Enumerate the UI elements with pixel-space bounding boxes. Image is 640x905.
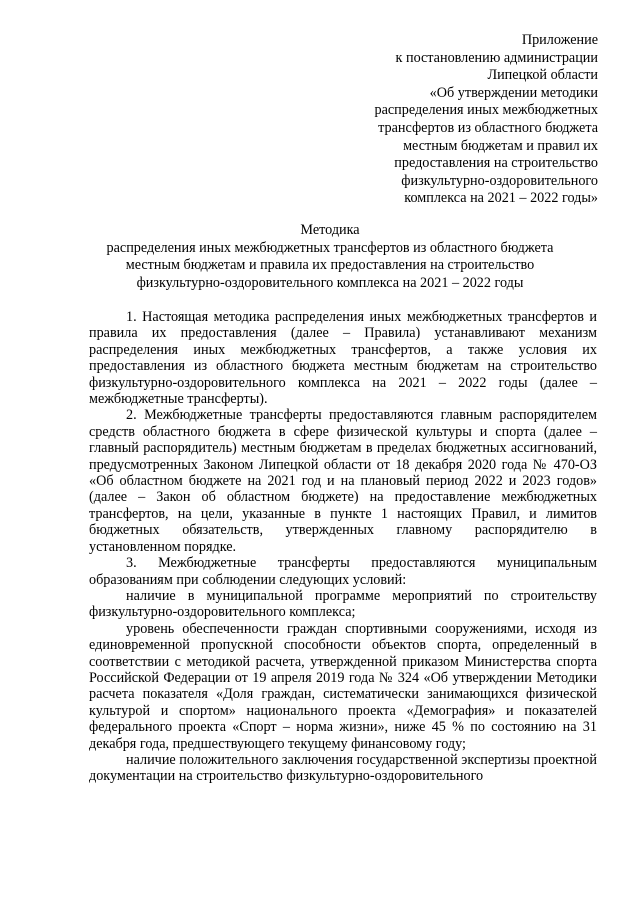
document-title — [70, 222, 590, 292]
annex-line: Липецкой области — [487, 67, 598, 84]
title-line: Методика — [300, 222, 360, 238]
title-line: распределения иных межбюджетных трансфертов из областного бюджета — [106, 239, 554, 256]
condition-expertise: наличие положительного заключения государственной экспертизы проектной документации на строительство физкультурно-оздоровительного — [89, 751, 597, 785]
annex-line: трансфертов из областного бюджета — [378, 119, 598, 136]
document-body — [89, 309, 597, 785]
title-line: физкультурно-оздоровительного комплекса на 2021 – 2022 годы — [136, 274, 524, 291]
annex-line: местным бюджетам и правил их — [403, 137, 598, 154]
annex-line: физкультурно-оздоровительного — [401, 172, 598, 189]
annex-line: «Об утверждении методики — [429, 84, 598, 101]
paragraph-3: 3. Межбюджетные трансферты предоставляются муниципальным образованиям при соблюдении следующих условий: — [89, 555, 597, 588]
paragraph-2: 2. Межбюджетные трансферты предоставляются главным распорядителем средств областного бюджета в сфере физической культуры и спорта (далее – главный распорядитель) местным бюджетам в пределах бюджетных ассигнований, предусмотренных Законом Липецкой области от 18 декабря 2020 года № 470-ОЗ «Об областном бюджете на 2021 год и на плановый период 2022 и 2023 годов» (далее – Закон об областном бюджете) на предоставление межбюджетных трансфертов, на цели, указанные в пункте 1 настоящих Правил, и лимитов бюджетных обязательств, утвержденных главному распорядителю в установленном порядке. — [89, 407, 597, 555]
condition-program: наличие в муниципальной программе мероприятий по строительству физкультурно-оздоровительного комплекса; — [89, 587, 597, 621]
annex-line: распределения иных межбюджетных — [374, 102, 598, 119]
annex-line: комплекса на 2021 – 2022 годы» — [404, 190, 598, 207]
condition-provision-level: уровень обеспеченности граждан спортивными сооружениями, исходя из единовременной пропускной способности объектов спорта, определенный в соответствии с методикой расчета, утвержденной приказом Министерства спорта Российской Федерации от 19 апреля 2019 года № 324 «Об утверждении Методики расчета показателя «Доля граждан, систематически занимающихся физической культурой и спортом» национального проекта «Демография» и показателей федерального проекта «Спорт – норма жизни», ниже 45 % по состоянию на 31 декабря года, предшествующего текущему финансовому году; — [89, 620, 597, 752]
annex-line: предоставления на строительство — [394, 155, 598, 172]
annex-line: Приложение — [521, 32, 598, 48]
title-line: местным бюджетам и правила их предоставления на строительство — [125, 257, 535, 273]
annex-header — [318, 32, 598, 208]
paragraph-1: 1. Настоящая методика распределения иных межбюджетных трансфертов и правила их предоставления (далее – Правила) устанавливают механизм распределения иных межбюджетных трансфертов, а также условия их предоставления из областного бюджета местным бюджетам на строительство физкультурно-оздоровительного комплекса на 2021 – 2022 годы (далее – межбюджетные трансферты). — [89, 309, 597, 408]
annex-line: к постановлению администрации — [395, 49, 598, 66]
